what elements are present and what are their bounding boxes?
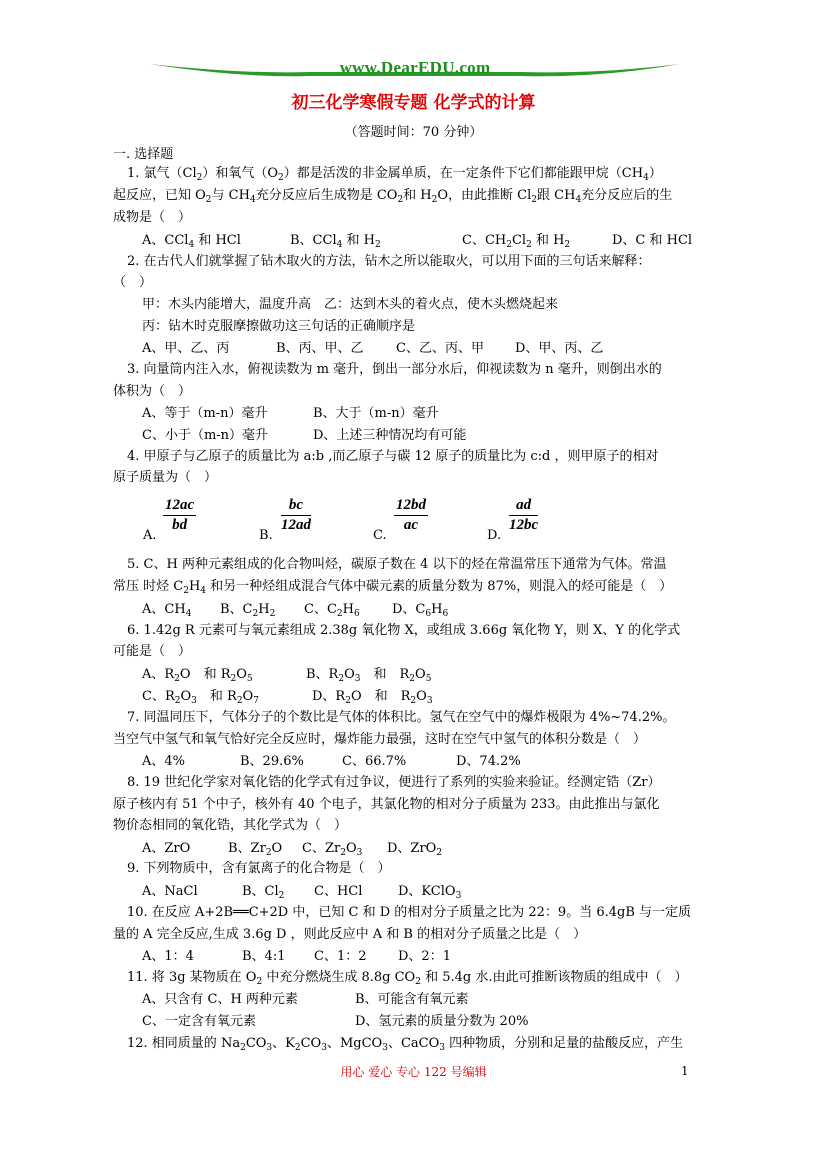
- q5-option-a[interactable]: A、$CH_4$: [142, 602, 192, 619]
- q2-line2: （ ）: [113, 275, 153, 290]
- q8-option-c[interactable]: C、$Zr_2O_3$: [302, 841, 363, 858]
- q11-option-d[interactable]: D、氢元素的质量分数为 20%: [355, 1014, 529, 1029]
- q8-option-a[interactable]: A、ZrO: [142, 841, 191, 856]
- q9-option-a[interactable]: A、NaCl: [142, 884, 198, 899]
- q2-option-c[interactable]: C、乙、丙、甲: [396, 341, 484, 356]
- q4-fraction-c: $\frac{12bd}{ac}$: [396, 497, 426, 533]
- q10-line2: 量的 A 完全反应,生成 3.6g D ，则此反应中 A 和 B 的相对分子质量之比是（ ）: [113, 927, 587, 942]
- q2-option-b[interactable]: B、丙、甲、乙: [276, 341, 364, 356]
- q9-option-d[interactable]: D、KClO$_3$: [398, 884, 462, 901]
- q8-option-b[interactable]: B、$Zr_2O$: [228, 841, 283, 858]
- q7-option-c[interactable]: C、66.7%: [342, 754, 407, 769]
- page-title: 初三化学寒假专题 化学式的计算: [291, 93, 536, 113]
- q8-line1: 8. 19 世纪化学家对氧化锆的化学式有过争议，便进行了系列的实验来验证。经测定锆（Zr）: [127, 775, 661, 790]
- q4-line2: 原子质量为（ ）: [113, 470, 218, 485]
- q9-line1: 9. 下列物质中，含有氯离子的化合物是（ ）: [127, 861, 391, 876]
- q11-option-c[interactable]: C、一定含有氧元素: [142, 1014, 256, 1029]
- q7-line2: 当空气中氢气和氧气恰好完全反应时，爆炸能力最强，这时在空气中氢气的体积分数是（ ）: [113, 732, 647, 747]
- site-url[interactable]: www.DearEDU.com: [339, 58, 491, 77]
- q5-option-d[interactable]: D、$C_6H_6$: [392, 602, 449, 619]
- q1-line2: 起反应，已知 $O_2$与 $CH_4$充分反应后生成物是 $CO_2$和 $H_2O$，由此推断 $Cl_2$跟 $CH_4$充分反应后的生: [113, 188, 673, 205]
- q11-option-a[interactable]: A、只含有 C、H 两种元素: [142, 992, 298, 1007]
- q5-line2: 常压 时烃 $C_2H_4$ 和另一种烃组成混合气体中碳元素的质量分数为 87%，则混入的烃可能是（ ）: [113, 579, 673, 596]
- q6-option-c[interactable]: C、$R_2O_3$ 和 $R_2O_7$: [142, 689, 259, 706]
- q2-line4: 丙：钻木时克服摩擦做功这三句话的正确顺序是: [142, 319, 416, 334]
- q11-option-b[interactable]: B、可能含有氧元素: [355, 992, 469, 1007]
- q4-option-b[interactable]: B.: [259, 528, 273, 543]
- q1-option-a[interactable]: A、CCl$_4$ 和 HCl: [142, 233, 241, 250]
- q8-option-d[interactable]: D、ZrO$_2$: [387, 841, 443, 858]
- section-heading: 一. 选择题: [113, 147, 174, 162]
- q9-option-c[interactable]: C、HCl: [314, 884, 363, 899]
- q5-option-b[interactable]: B、$C_2H_2$: [220, 602, 276, 619]
- q2-line3: 甲：木头内能增大，温度升高 乙：达到木头的着火点，使木头燃烧起来: [142, 297, 559, 312]
- q5-option-c[interactable]: C、$C_2H_6$: [304, 602, 360, 619]
- q4-fraction-b: $\frac{bc}{12ad}$: [281, 497, 311, 533]
- q6-option-d[interactable]: D、$R_2O$ 和 $R_2O_3$: [312, 689, 433, 706]
- q12-line1: 12. 相同质量的 $Na_2CO_3$、$K_2CO_3$、MgCO$_3$、CaCO$_3$ 四种物质，分别和足量的盐酸反应，产生: [127, 1036, 684, 1053]
- q8-line2: 原子核内有 51 个中子，核外有 40 个电子，其氯化物的相对分子质量为 233。由此推出与氯化: [113, 797, 660, 812]
- q3-option-c[interactable]: C、小于（m-n）毫升: [142, 428, 269, 443]
- q7-line1: 7. 同温同压下，气体分子的个数比是气体的体积比。氢气在空气中的爆炸极限为 4%~74.2%。: [127, 710, 676, 725]
- q7-option-d[interactable]: D、74.2%: [456, 754, 521, 769]
- q4-line1: 4. 甲原子与乙原子的质量比为 a:b ,而乙原子与碳 12 原子的质量比为 c:d ，则甲原子的相对: [127, 449, 659, 464]
- q1-line1: 1. 氯气$(Cl_2)$和氧气$(O_2)$都是活泼的非金属单质，在一定条件下它们都能跟甲烷$(CH_4)$: [127, 166, 662, 183]
- footer-note: 用心 爱心 专心 122 号编辑: [340, 1065, 487, 1079]
- q6-option-a[interactable]: A、$R_2O$ 和 $R_2O_5$: [142, 667, 253, 684]
- q7-option-b[interactable]: B、29.6%: [240, 754, 304, 769]
- q4-option-a[interactable]: A.: [143, 528, 157, 543]
- q3-option-a[interactable]: A、等于（m-n）毫升: [142, 406, 268, 421]
- q2-option-d[interactable]: D、甲、丙、乙: [515, 341, 604, 356]
- page-subtitle: （答题时间：70 分钟）: [344, 125, 483, 140]
- q3-line2: 体积为（ ）: [113, 384, 192, 399]
- q6-option-b[interactable]: B、$R_2O_3$ 和 $R_2O_5$: [306, 667, 432, 684]
- q11-line1: 11. 将 3g 某物质在 $O_2$ 中充分燃烧生成 8.8g $CO_2$ 和 5.4g 水.由此可推断该物质的组成中（ ）: [127, 970, 688, 987]
- q2-option-a[interactable]: A、甲、乙、丙: [142, 341, 230, 356]
- q10-option-c[interactable]: C、1：2: [314, 949, 367, 964]
- q10-option-a[interactable]: A、1：4: [142, 949, 194, 964]
- q1-line3: 成物是（ ）: [113, 210, 192, 225]
- q3-option-b[interactable]: B、大于（m-n）毫升: [313, 406, 439, 421]
- q6-line2: 可能是（ ）: [113, 644, 192, 659]
- q10-option-d[interactable]: D、2：1: [398, 949, 451, 964]
- q3-option-d[interactable]: D、上述三种情况均有可能: [313, 428, 467, 443]
- q8-line3: 物价态相同的氧化锆，其化学式为（ ）: [113, 818, 348, 833]
- q4-option-d[interactable]: D.: [487, 528, 502, 543]
- q6-line1: 6. 1.42g R 元素可与氧元素组成 2.38g 氧化物 X，或组成 3.66g 氧化物 Y，则 X、Y 的化学式: [127, 623, 681, 638]
- q1-option-d[interactable]: D、C 和 HCl: [612, 233, 693, 248]
- q10-line1: 10. 在反应 A+2B══C+2D 中，已知 C 和 D 的相对分子质量之比为 22：9。当 6.4gB 与一定质: [127, 905, 692, 920]
- q3-line1: 3. 向量筒内注入水，俯视读数为 m 毫升，倒出一部分水后，仰视读数为 n 毫升，则倒出水的: [127, 362, 662, 377]
- q2-line1: 2. 在古代人们就掌握了钻木取火的方法，钻木之所以能取火，可以用下面的三句话来解释：: [127, 254, 651, 269]
- site-header: [150, 60, 680, 82]
- q9-option-b[interactable]: B、$Cl_2$: [242, 884, 285, 901]
- q4-fraction-d: $\frac{ad}{12bc}$: [509, 497, 539, 533]
- q5-line1: 5. C、H 两种元素组成的化合物叫烃，碳原子数在 4 以下的烃在常温常压下通常为气体。常温: [127, 557, 667, 572]
- q7-option-a[interactable]: A、4%: [142, 754, 186, 769]
- q10-option-b[interactable]: B、4:1: [242, 949, 286, 964]
- q1-option-b[interactable]: B、CCl$_4$ 和 $H_2$: [290, 233, 381, 250]
- page-number: 1: [681, 1064, 689, 1078]
- q4-option-c[interactable]: C.: [373, 528, 387, 543]
- q4-fraction-a: $\frac{12ac}{bd}$: [165, 497, 195, 533]
- q1-option-c[interactable]: C、$CH_2Cl_2$ 和 $H_2$: [462, 233, 571, 250]
